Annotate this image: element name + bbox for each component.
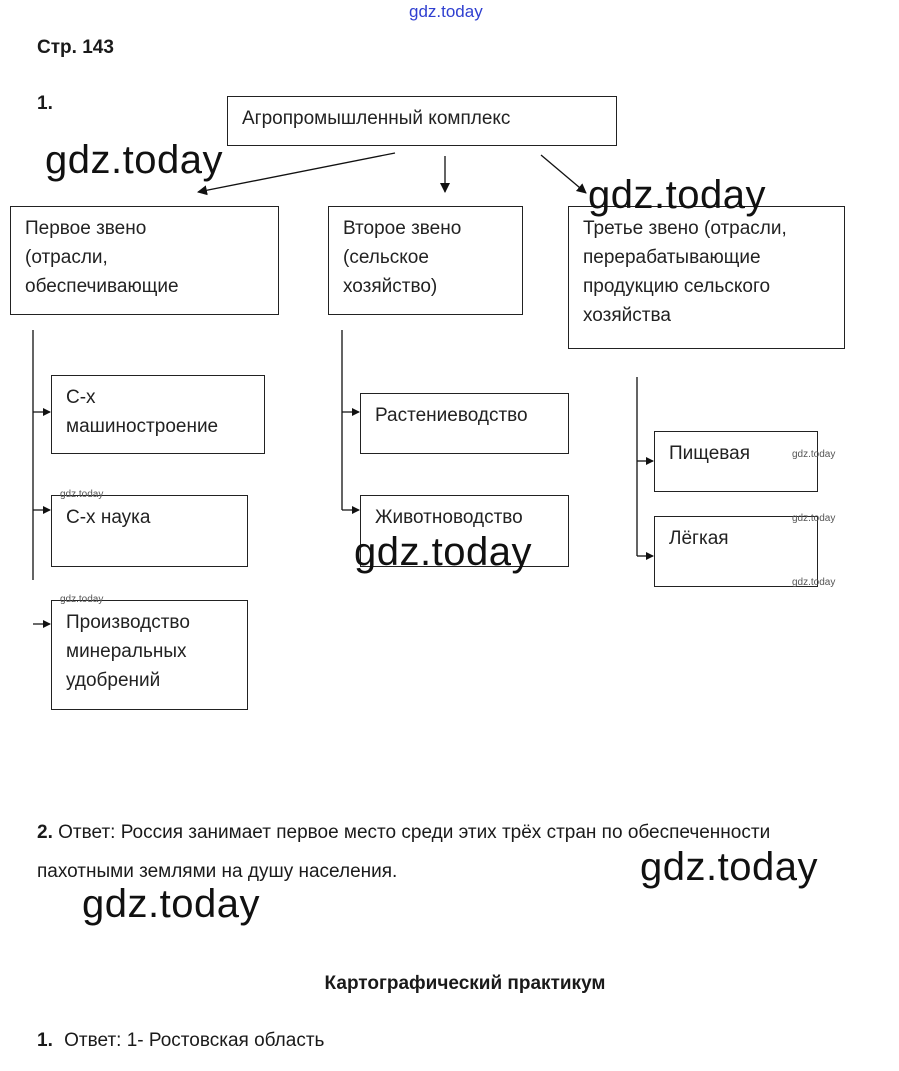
watermark-small: gdz.today	[792, 577, 836, 588]
branch-second-link-box	[328, 206, 523, 315]
child-food-industry-box	[654, 431, 818, 492]
branch3-line: перерабатывающие	[583, 247, 761, 268]
child-agri-science-box	[51, 495, 248, 567]
child-line: минеральных	[66, 641, 187, 662]
branch2-line: хозяйство)	[343, 276, 438, 297]
task-number: 1.	[37, 93, 53, 114]
child-fertilizer-box	[51, 600, 248, 710]
watermark-small: gdz.today	[60, 594, 104, 605]
child-line: С-х	[66, 387, 96, 408]
watermark-small: gdz.today	[60, 489, 104, 500]
task2-paragraph	[37, 822, 770, 844]
branch-first-link-box	[10, 206, 279, 315]
child-line: Производство	[66, 612, 190, 633]
watermark-large: gdz.today	[45, 138, 223, 182]
child-line: Пищевая	[669, 443, 750, 464]
watermark-large: gdz.today	[354, 530, 532, 574]
branch3-line: Третье звено (отрасли,	[583, 218, 787, 239]
task2-line1: Ответ: Россия занимает первое место среди этих трёх стран по обеспеченности	[58, 822, 771, 843]
child-line: машиностроение	[66, 416, 219, 437]
map-task-text: Ответ: 1- Ростовская область	[64, 1030, 325, 1051]
branch1-line: Первое звено	[25, 218, 147, 239]
branch2-line: Второе звено	[343, 218, 462, 239]
arrow-root-to-branch1	[198, 153, 395, 192]
watermark-top: gdz.today	[409, 2, 483, 21]
watermark-small: gdz.today	[792, 449, 836, 460]
branch3-line: продукцию сельского	[583, 276, 771, 297]
branch-third-link-box	[568, 206, 845, 349]
child-line: удобрений	[66, 670, 161, 691]
watermark-large: gdz.today	[82, 882, 260, 926]
map-task-number: 1.	[37, 1030, 53, 1051]
watermark-large: gdz.today	[640, 845, 818, 889]
branch2-line: (сельское	[343, 247, 429, 268]
task2-line2: пахотными землями на душу населения.	[37, 861, 398, 882]
diagram-root-label: Агропромышленный комплекс	[242, 108, 511, 129]
branch3-line: хозяйства	[583, 305, 671, 326]
task2-number: 2.	[37, 822, 53, 843]
child-line: Лёгкая	[669, 528, 729, 549]
child-line: Животноводство	[375, 507, 523, 528]
arrow-root-to-branch3	[541, 155, 586, 193]
diagram-root-box	[227, 96, 617, 146]
watermark-large: gdz.today	[588, 173, 766, 217]
watermark-small: gdz.today	[792, 513, 836, 524]
child-agri-machinery-box	[51, 375, 265, 454]
page-reference: Стр. 143	[37, 37, 114, 58]
map-task-answer	[37, 1030, 324, 1052]
child-line: С-х наука	[66, 507, 151, 528]
branch1-line: (отрасли,	[25, 247, 108, 268]
section-title: Картографический практикум	[324, 973, 606, 994]
child-crop-production-box	[360, 393, 569, 454]
child-line: Растениеводство	[375, 405, 528, 426]
branch1-line: обеспечивающие	[25, 276, 179, 297]
